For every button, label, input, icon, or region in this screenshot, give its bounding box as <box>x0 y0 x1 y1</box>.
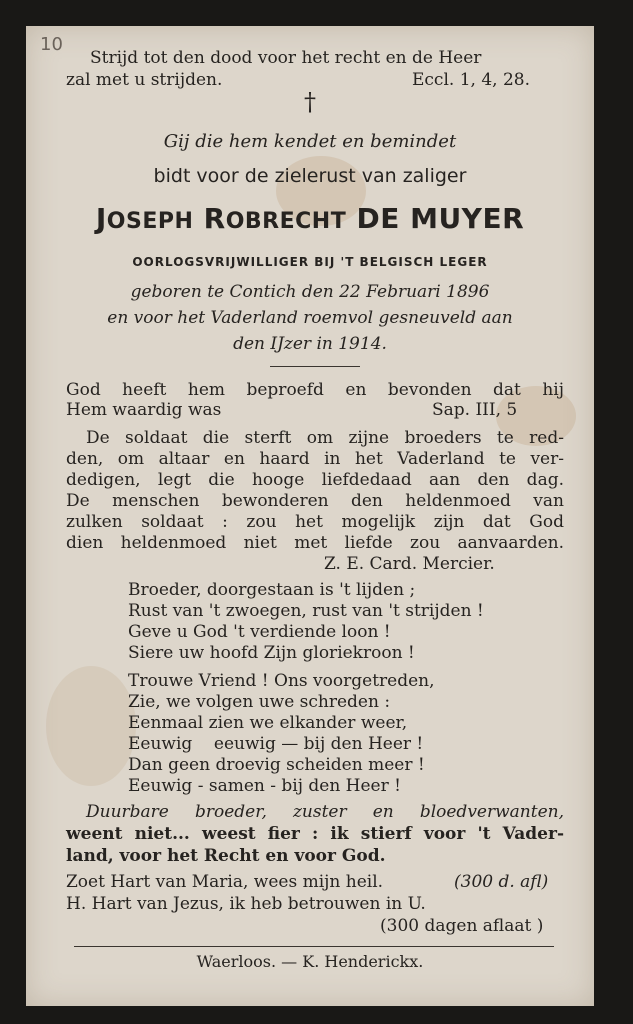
card-paper <box>26 26 594 1006</box>
quote-line: den, om altaar en haard in het Vaderland te ver- <box>66 449 564 469</box>
poem-line: Dan geen droevig scheiden meer ! <box>128 755 425 775</box>
quote-line: zulken soldaat : zou het mogelijk zijn dat God <box>66 512 564 532</box>
printer-credit: Waerloos. — K. Henderickx. <box>196 952 424 971</box>
indulgence-note: (300 dagen aflaat ) <box>380 916 544 936</box>
poem-line: Trouwe Vriend ! Ons voorgetreden, <box>128 671 435 691</box>
cross-icon: † <box>304 88 316 116</box>
quote-line: dien heldenmoed niet met liefde zou aanvaarden. <box>66 533 564 553</box>
prayer-line: Zoet Hart van Maria, wees mijn heil. <box>66 872 384 892</box>
epigraph-reference: Eccl. 1, 4, 28. <box>412 70 530 90</box>
poem-line: Zie, we volgen uwe schreden : <box>128 692 391 712</box>
scripture-line: Hem waardig was <box>66 400 222 420</box>
poem-line: Eeuwig - samen - bij den Heer ! <box>128 776 401 796</box>
poem-line: Rust van 't zwoegen, rust van 't strijden ! <box>128 601 484 621</box>
prayer-line: H. Hart van Jezus, ik heb betrouwen in U. <box>66 894 426 914</box>
divider <box>270 366 360 367</box>
divider <box>74 946 554 947</box>
margin-number: 10 <box>40 34 63 55</box>
intro-line: Gij die hem kendet en bemindet <box>163 131 457 152</box>
farewell-line: Duurbare broeder, zuster en bloedverwanten, <box>86 802 564 822</box>
quote-author: Z. E. Card. Mercier. <box>324 554 495 574</box>
deceased-name: JOSEPH ROBRECHT DE MUYER <box>95 202 525 235</box>
subtitle: OORLOGSVRIJWILLIGER BIJ 'T BELGISCH LEGER <box>132 255 488 269</box>
quote-line: De soldaat die sterft om zijne broeders te red- <box>86 428 564 448</box>
birth-line: en voor het Vaderland roemvol gesneuveld aan <box>107 308 513 328</box>
intro-line: bidt voor de zielerust van zaliger <box>153 165 467 187</box>
quote-line: dedigen, legt die hooge liefdedaad aan den dag. <box>66 470 564 490</box>
farewell-line: land, voor het Recht en voor God. <box>66 846 386 866</box>
poem-line: Siere uw hoofd Zijn gloriekroon ! <box>128 643 415 663</box>
epigraph-line: Strijd tot den dood voor het recht en de Heer <box>90 48 482 68</box>
poem-line: Eeuwig eeuwig — bij den Heer ! <box>128 734 424 754</box>
poem-line: Eenmaal zien we elkander weer, <box>128 713 408 733</box>
poem-line: Broeder, doorgestaan is 't lijden ; <box>128 580 416 600</box>
farewell-line: weent niet... weest fier : ik stierf voor 't Vader- <box>66 824 564 844</box>
scripture-reference: Sap. III, 5 <box>432 400 518 420</box>
quote-line: De menschen bewonderen den heldenmoed van <box>66 491 564 511</box>
epigraph-line: zal met u strijden. <box>66 70 223 90</box>
scripture-line: God heeft hem beproefd en bevonden dat hij <box>66 380 564 400</box>
birth-line: den IJzer in 1914. <box>233 334 387 354</box>
paper-stain <box>46 666 136 786</box>
poem-line: Geve u God 't verdiende loon ! <box>128 622 391 642</box>
indulgence-note: (300 d. afl) <box>454 872 549 892</box>
birth-line: geboren te Contich den 22 Februari 1896 <box>130 282 490 302</box>
